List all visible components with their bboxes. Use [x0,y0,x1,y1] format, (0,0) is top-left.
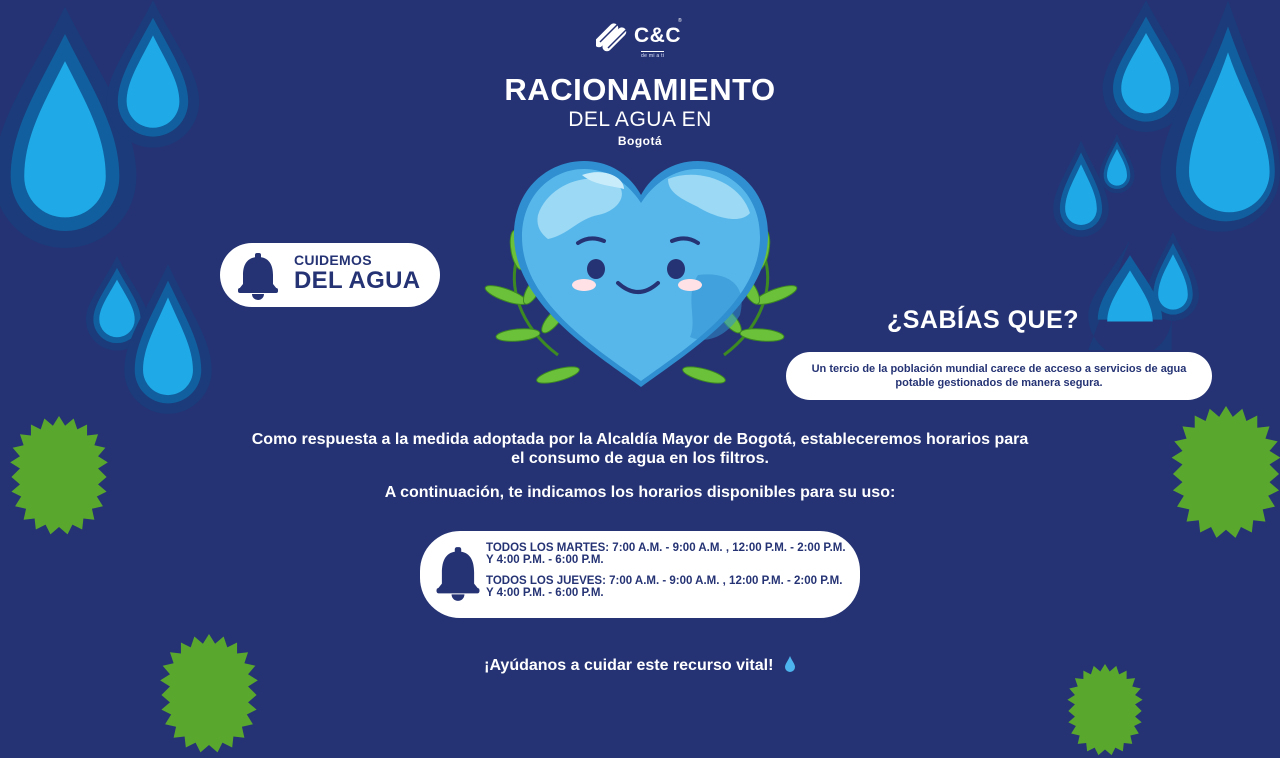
logo-registered-mark: ® [678,18,682,24]
badge-line1: CUIDEMOS [294,252,372,268]
bell-icon [236,251,280,301]
page-title: RACIONAMIENTO [504,72,776,107]
water-drop-icon [98,0,208,150]
green-burst-shape [148,634,270,756]
water-drop-icon [1150,0,1280,240]
earth-heart-illustration [478,155,804,395]
fact-heading: ¿SABÍAS QUE? [886,306,1080,334]
brand-logo [596,18,686,64]
water-drop-icon [1096,134,1138,194]
fact-pill [786,352,1212,400]
water-drop-icon [784,656,796,672]
logo-brand-text: C&C [634,24,681,47]
logo-mark-icon [596,18,632,60]
badge-line2: DEL AGUA [294,267,421,294]
footer-message [340,656,940,675]
water-drop-icon [116,264,220,418]
schedule-tuesday: TODOS LOS MARTES: 7:00 A.M. - 9:00 A.M. , 12:00 P.M. - 2:00 P.M. Y 4:00 P.M. - 6:00 P.M. [486,542,846,566]
schedule-intro: A continuación, te indicamos los horarios disponibles para su uso: [384,484,896,501]
cuidemos-badge [220,243,440,307]
schedule-box [420,531,860,618]
schedule-thursday: TODOS LOS JUEVES: 7:00 A.M. - 9:00 A.M. , 12:00 P.M. - 2:00 P.M. Y 4:00 P.M. - 6:00 P.M. [486,575,843,599]
bell-icon [434,545,482,603]
green-burst-shape [1058,664,1152,758]
green-burst-shape [1158,406,1280,542]
page-subtitle: DEL AGUA EN [568,108,712,131]
fact-text: Un tercio de la población mundial carece de acceso a servicios de agua potable gestionados de manera segura. [811,363,1187,389]
announcement-paragraph: Como respuesta a la medida adoptada por la Alcaldía Mayor de Bogotá, estableceremos horarios para el consumo de agua en los filtros. [251,431,1029,467]
footer-text: ¡Ayúdanos a cuidar este recurso vital! [484,657,774,674]
city-label: Bogotá [617,134,663,148]
green-burst-shape [0,416,120,538]
logo-tagline: de mi a ti [641,53,665,59]
